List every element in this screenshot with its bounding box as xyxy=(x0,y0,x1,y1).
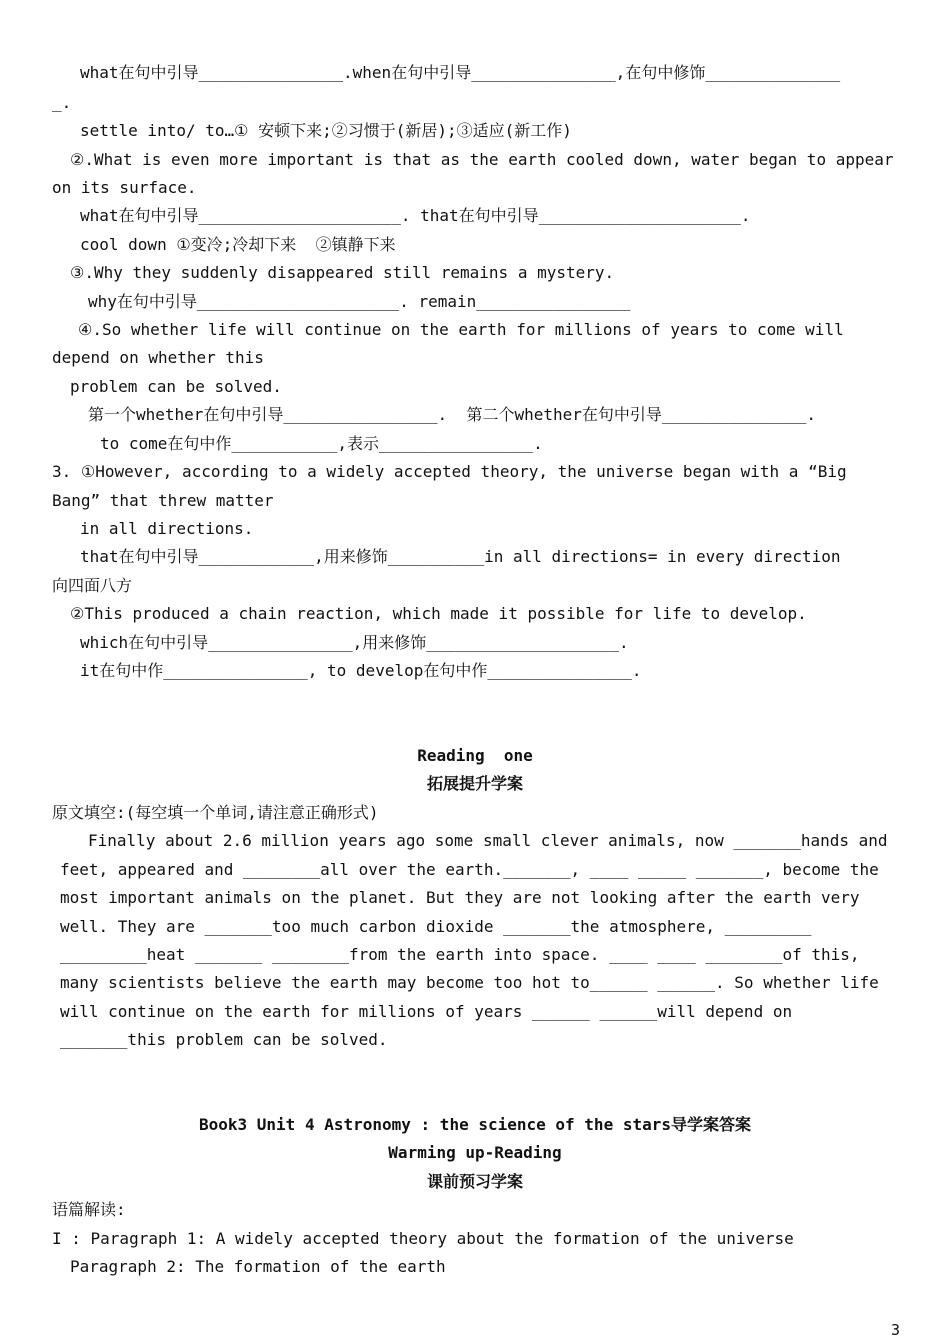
answers-title: Book3 Unit 4 Astronomy : the science of the stars导学案答案 xyxy=(198,1115,751,1134)
text-line: in all directions. xyxy=(80,519,254,538)
page-number: 3 xyxy=(890,1321,900,1339)
text-line: ④.So whether life will continue on the earth for millions of years to come will xyxy=(78,320,844,339)
text-line: ②This produced a chain reaction, which made it possible for life to develop. xyxy=(70,604,807,623)
cloze-line: _________heat _______ ________from the earth into space. ____ ____ ________of this, xyxy=(60,945,860,964)
text-line: what在句中引导_______________.when在句中引导_______________,在句中修饰______________ xyxy=(80,63,841,82)
text-line: on its surface. xyxy=(52,178,197,197)
text-line: why在句中引导_____________________. remain________________ xyxy=(88,292,631,311)
text-line: ②.What is even more important is that as the earth cooled down, water began to appear xyxy=(70,150,894,169)
cloze-line: most important animals on the planet. But they are not looking after the earth very xyxy=(60,888,860,907)
text-line: it在句中作_______________, to develop在句中作_______________. xyxy=(80,661,642,680)
text-line: what在句中引导_____________________. that在句中引导_____________________. xyxy=(80,206,751,225)
cloze-instruction: 原文填空:(每空填一个单词,请注意正确形式) xyxy=(52,803,379,822)
answers-subtitle: Warming up-Reading xyxy=(388,1143,562,1162)
text-line: depend on whether this xyxy=(52,348,264,367)
text-line: 向四面八方 xyxy=(52,576,133,595)
reading-title: Reading one xyxy=(417,746,533,765)
text-line: settle into/ to…① 安顿下来;②习惯于(新居);③适应(新工作) xyxy=(80,121,572,140)
text-line: problem can be solved. xyxy=(70,377,282,396)
text-line: which在句中引导_______________,用来修饰____________________. xyxy=(80,633,629,652)
analysis-line: I : Paragraph 1: A widely accepted theory about the formation of the universe xyxy=(52,1229,794,1248)
cloze-line: _______this problem can be solved. xyxy=(60,1030,388,1049)
text-line: 第一个whether在句中引导________________. 第二个whether在句中引导_______________. xyxy=(88,405,817,424)
cloze-line: feet, appeared and ________all over the earth._______, ____ _____ _______, become the xyxy=(60,860,879,879)
cloze-line: many scientists believe the earth may become too hot to______ ______. So whether life xyxy=(60,973,879,992)
text-line: _. xyxy=(52,93,72,112)
cloze-line: Finally about 2.6 million years ago some small clever animals, now _______hands and xyxy=(88,831,888,850)
text-line: cool down ①变冷;冷却下来 ②镇静下来 xyxy=(80,235,396,254)
text-line: Bang” that threw matter xyxy=(52,491,274,510)
text-line: to come在句中作___________,表示________________. xyxy=(100,434,543,453)
analysis-line: Paragraph 2: The formation of the earth xyxy=(70,1257,446,1276)
text-line: 3. ①However, according to a widely accepted theory, the universe began with a “Big xyxy=(52,462,847,481)
answers-section: 课前预习学案 xyxy=(426,1172,523,1191)
cloze-line: will continue on the earth for millions of years ______ ______will depend on xyxy=(60,1002,793,1021)
reading-subtitle: 拓展提升学案 xyxy=(426,774,523,793)
text-line: ③.Why they suddenly disappeared still remains a mystery. xyxy=(70,263,615,282)
analysis-label: 语篇解读: xyxy=(52,1200,126,1219)
text-line: that在句中引导____________,用来修饰__________in all directions= in every direction xyxy=(80,547,841,566)
cloze-line: well. They are _______too much carbon dioxide _______the atmosphere, _________ xyxy=(60,917,812,936)
